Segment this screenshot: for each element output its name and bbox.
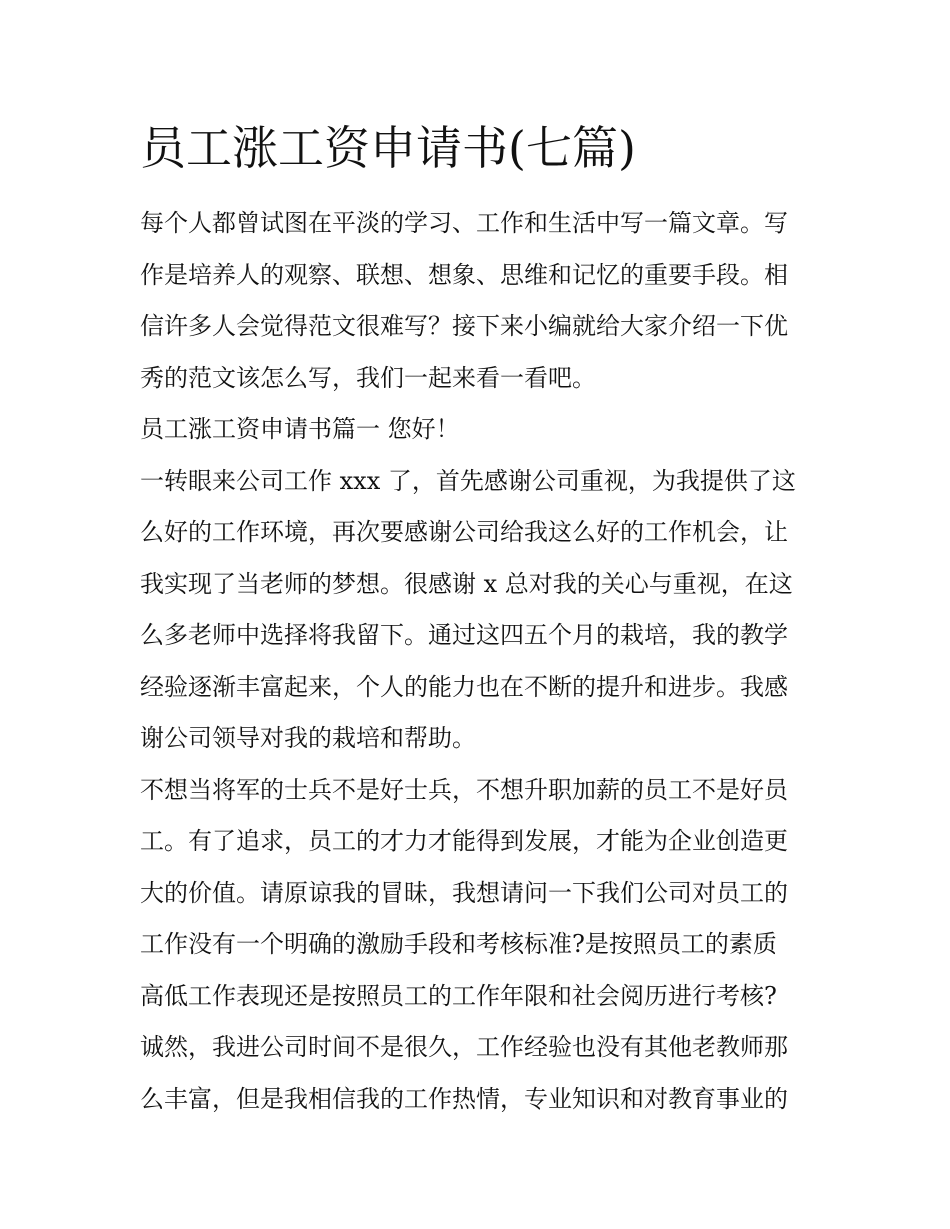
text-line: 一转眼来公司工作 xxx 了，首先感谢公司重视，为我提供了这	[140, 466, 796, 495]
text-line: 作是培养人的观察、联想、想象、思维和记忆的重要手段。相	[140, 260, 788, 289]
text-line: 高低工作表现还是按照员工的工作年限和社会阅历进行考核?	[140, 981, 777, 1010]
text-line: 经验逐渐丰富起来，个人的能力也在不断的提升和进步。我感	[140, 672, 788, 701]
text-line: 信许多人会觉得范文很难写？接下来小编就给大家介绍一下优	[140, 312, 788, 340]
text-line: 大的价值。请原谅我的冒昧，我想请问一下我们公司对员工的	[140, 878, 788, 907]
text-line: 么好的工作环境，再次要感谢公司给我这么好的工作机会，让	[140, 518, 788, 546]
text-line: 工。有了追求，员工的才力才能得到发展，才能为企业创造更	[140, 827, 788, 855]
text-line: 谢公司领导对我的栽培和帮助。	[140, 724, 476, 752]
document-title: 员工涨工资申请书(七篇)	[140, 121, 636, 175]
document-body	[140, 198, 820, 1125]
text-line: 我实现了当老师的梦想。很感谢 x 总对我的关心与重视，在这	[140, 569, 793, 598]
text-line: 秀的范文该怎么写，我们一起来看一看吧。	[140, 363, 596, 392]
text-line: 每个人都曾试图在平淡的学习、工作和生活中写一篇文章。写	[140, 209, 788, 237]
text-line: 工作没有一个明确的激励手段和考核标准?是按照员工的素质	[140, 930, 777, 958]
text-line: 么多老师中选择将我留下。通过这四五个月的栽培，我的教学	[140, 621, 788, 649]
section-heading-line: 员工涨工资申请书篇一 您好！	[140, 415, 460, 443]
text-line: 不想当将军的士兵不是好士兵，不想升职加薪的员工不是好员	[140, 775, 788, 804]
text-line: 么丰富，但是我相信我的工作热情，专业知识和对教育事业的	[140, 1084, 788, 1113]
text-line: 诚然，我进公司时间不是很久，工作经验也没有其他老教师那	[140, 1033, 788, 1061]
